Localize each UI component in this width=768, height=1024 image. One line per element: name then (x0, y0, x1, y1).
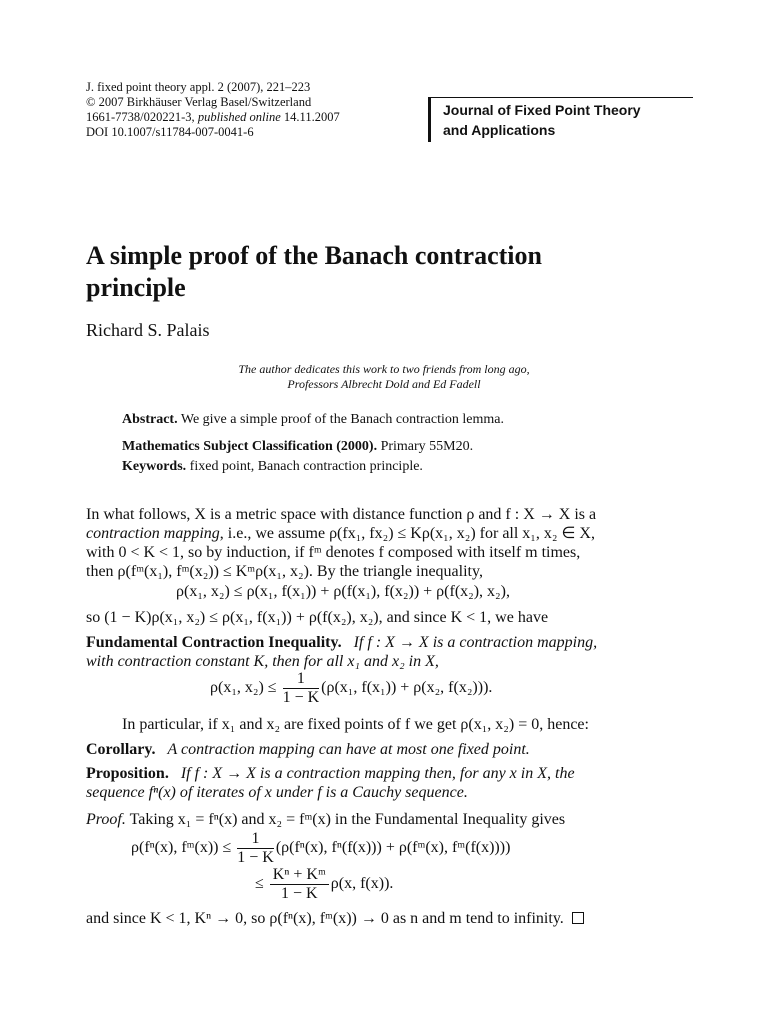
paper-title: A simple proof of the Banach contraction principle (86, 241, 542, 302)
author-name: Richard S. Palais (86, 320, 210, 340)
citation-line: J. fixed point theory appl. 2 (2007), 221–223 (86, 80, 311, 94)
paragraph-particular: In particular, if x₁ and x₂ are fixed points of f we get ρ(x₁, x₂) = 0, hence: (122, 716, 589, 733)
copyright-line: © 2007 Birkhäuser Verlag Basel/Switzerland (86, 95, 312, 109)
paragraph-so: so (1 − K)ρ(x₁, x₂) ≤ ρ(x₁, f(x₁)) + ρ(f(x₂), x₂), and since K < 1, we have (86, 609, 549, 626)
proposition: Proposition. If f : X → X is a contraction mapping then, for any x in X, the sequence fⁿ(x) of iterates of x under f is a Cauchy sequence. (86, 765, 575, 801)
keywords: Keywords. fixed point, Banach contraction principle. (122, 459, 423, 474)
equation-proof-1: ρ(fⁿ(x), fᵐ(x)) ≤ $\frac{1}{1 - K}$ (ρ(fⁿ(x), fⁿ(f(x))) + ρ(fᵐ(x), fᵐ(f(x)))) (131, 830, 511, 866)
issn-line: 1661-7738/020221-3, published online 14.11.2007 (86, 110, 340, 124)
proof-intro: Proof. Taking x₁ = fⁿ(x) and x₂ = fᵐ(x) in the Fundamental Inequality gives (86, 811, 566, 828)
doi-line: DOI 10.1007/s11784-007-0041-6 (86, 125, 254, 139)
equation-proof-2: ≤ $\frac{\text{Kⁿ + Kᵐ}}{1 - K}$ ρ(x, f(x)). (255, 866, 394, 902)
corollary: Corollary. A contraction mapping can have at most one fixed point. (86, 741, 530, 758)
msc-classification: Mathematics Subject Classification (2000). Primary 55M20. (122, 439, 474, 454)
paragraph-intro: In what follows, X is a metric space with distance function ρ and f : X → X is a contraction mapping, i.e., we assume ρ(fx₁, fx₂) ≤ Kρ(x₁, x₂) for all x₁, x₂ ∈ X, with 0 < K < 1, so by induction, if fᵐ denotes f composed with itself m times, then ρ(fᵐ(x₁), fᵐ(x₂)) ≤ Kᵐρ(x₁, x₂). By the triangle inequality, (86, 506, 597, 580)
citation-header (86, 80, 340, 140)
journal-name-box: Journal of Fixed Point Theory and Applications (428, 97, 693, 142)
theorem-fci: Fundamental Contraction Inequality. If f : X → X is a contraction mapping, with contraction constant K, then for all x₁ and x₂ in X, (86, 634, 598, 670)
proof-conclusion: and since K < 1, Kⁿ → 0, so ρ(fⁿ(x), fᵐ(x)) → 0 as n and m tend to infinity. (86, 909, 686, 928)
abstract: Abstract. We give a simple proof of the Banach contraction lemma. (122, 412, 504, 427)
dedication: The author dedicates this work to two friends from long ago, Professors Albrecht Dold and Ed Fadell (238, 362, 530, 391)
equation-fci: ρ(x₁, x₂) ≤ $\frac{1}{1 - K}$ (ρ(x₁, f(x₁)) + ρ(x₂, f(x₂))). (210, 670, 493, 706)
equation-triangle: ρ(x₁, x₂) ≤ ρ(x₁, f(x₁)) + ρ(f(x₁), f(x₂)) + ρ(f(x₂), x₂), (176, 583, 510, 600)
qed-square-icon (572, 912, 584, 924)
